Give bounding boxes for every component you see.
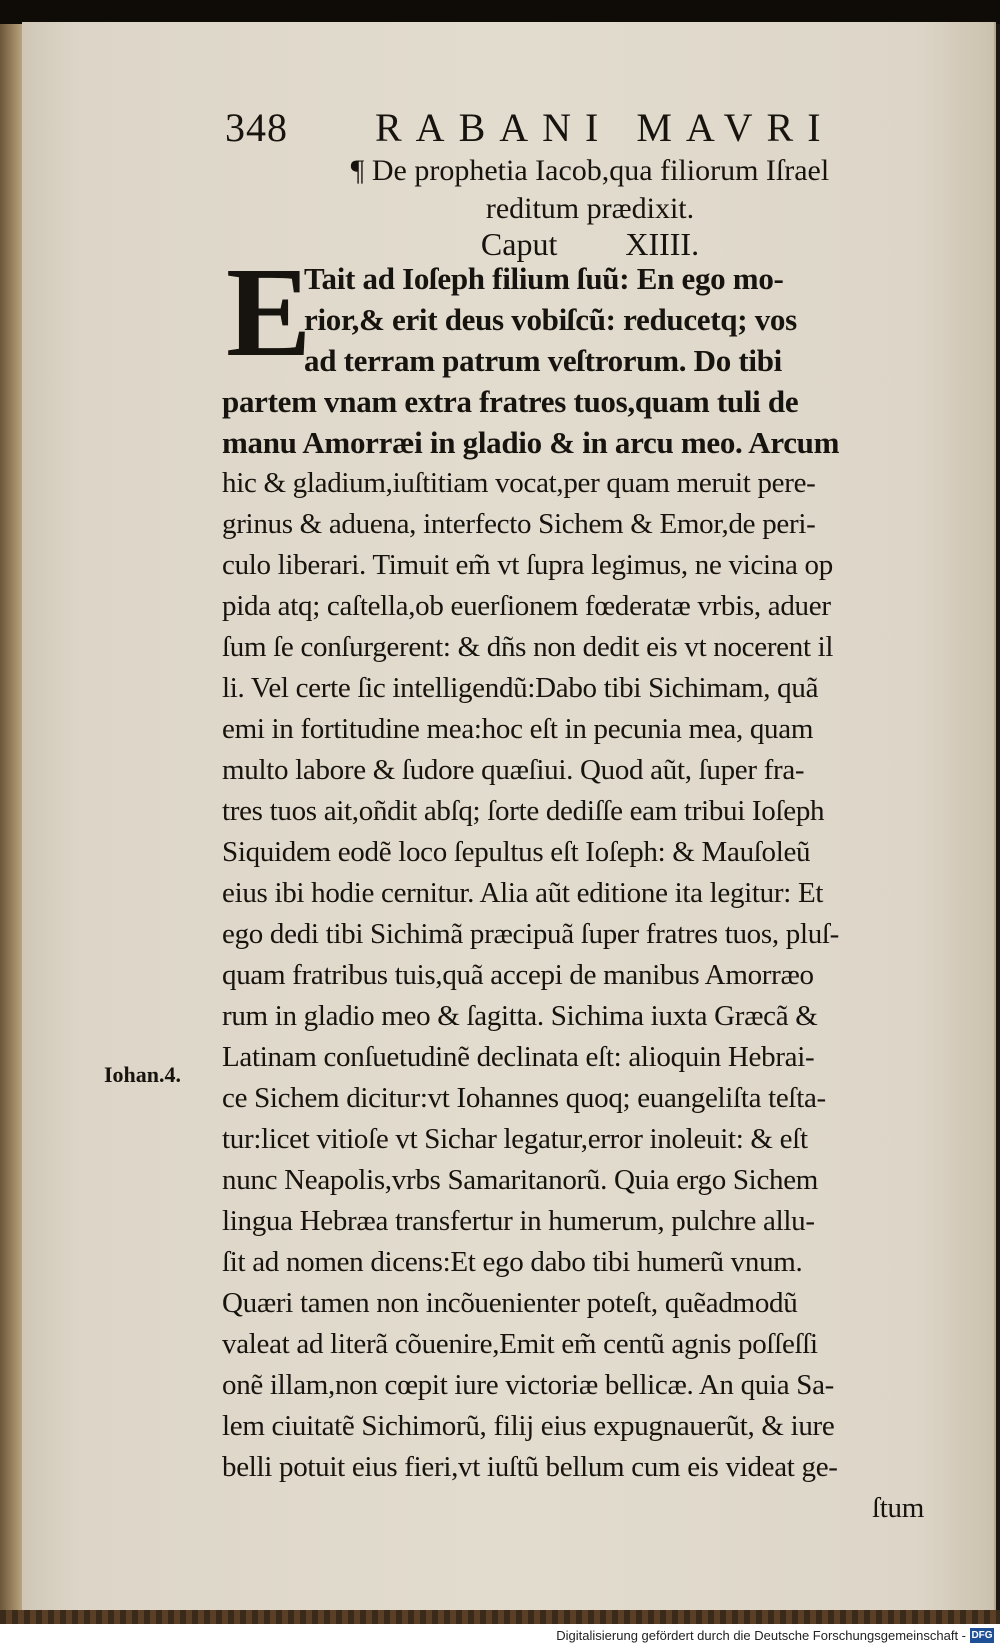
- chapter-title-line-2: reditum prædixit.: [485, 192, 695, 225]
- text-line: lingua Hebræa transfertur in humerum, pulchre allu-: [222, 1205, 815, 1237]
- text-line: emi in fortitudine mea:hoc eſt in pecunia mea, quam: [222, 713, 814, 745]
- text-line: eius ibi hodie cernitur. Alia aũt editione ita legitur: Et: [222, 877, 824, 909]
- text-line: quam fratribus tuis,quã accepi de manibus Amorræo: [222, 959, 814, 991]
- page-number: 348: [225, 105, 288, 150]
- chapter-label: Caput XIIII.: [480, 226, 700, 262]
- book-bottom-edge: [0, 1610, 1000, 1624]
- text-line: rior,& erit deus vobiſcũ: reducetq; vos: [304, 302, 797, 337]
- dfg-logo: DFG: [971, 1630, 993, 1641]
- text-line: manu Amorræi in gladio & in arcu meo. Arcum: [222, 425, 840, 460]
- text-line: hic & gladium,iuſtitiam vocat,per quam meruit pere-: [222, 467, 816, 499]
- text-line: pida atq; caſtella,ob euerſionem fœderatæ vrbis, aduer: [222, 590, 831, 622]
- text-line: ce Sichem dicitur:vt Iohannes quoq; euangeliſta teſta-: [222, 1082, 826, 1114]
- text-line: tur:licet vitioſe vt Sichar legatur,error inoleuit: & eſt: [222, 1123, 808, 1155]
- text-line: multo labore & ſudore quæſiui. Quod aũt, ſuper fra-: [222, 754, 805, 786]
- text-line: rum in gladio meo & ſagitta. Sichima iuxta Græcã &: [222, 1000, 818, 1032]
- text-line: Latinam conſuetudinẽ declinata eſt: alioquin Hebrai-: [222, 1041, 815, 1073]
- chapter-title-line-1: ¶ De prophetia Iacob,qua filiorum Iſrael: [350, 154, 830, 187]
- text-line: onẽ illam,non cœpit iure victoriæ bellicæ. An quia Sa-: [222, 1369, 835, 1401]
- text-line: ſit ad nomen dicens:Et ego dabo tibi humerũ vnum.: [222, 1246, 803, 1278]
- text-line: grinus & aduena, interfecto Sichem & Emor,de peri-: [222, 508, 816, 540]
- text-line: belli potuit eius fieri,vt iuſtũ bellum cum eis videat ge-: [222, 1451, 838, 1483]
- text-line: lem ciuitatẽ Sichimorũ, filij eius expugnauerũt, & iure: [222, 1410, 835, 1442]
- running-head: RABANI MAVRI: [375, 105, 835, 150]
- book-spine: [0, 24, 22, 1614]
- text-line: valeat ad literã cõuenire,Emit em̃ centũ agnis poſſeſſi: [222, 1328, 818, 1360]
- text-line: li. Vel certe ſic intelligendũ:Dabo tibi Sichimam, quã: [222, 672, 819, 704]
- top-edge: [0, 0, 1000, 24]
- text-line: ad terram patrum veſtrorum. Do tibi: [304, 343, 782, 378]
- drop-cap: E: [226, 241, 312, 383]
- text-line: partem vnam extra fratres tuos,quam tuli de: [222, 384, 799, 419]
- footer-credit: Digitalisierung gefördert durch die Deutsche Forschungsgemeinschaft -: [556, 1628, 966, 1643]
- text-line: culo liberari. Timuit em̃ vt ſupra legimus, ne vicina op: [222, 549, 833, 581]
- text-line: tres tuos ait,oñdit abſq; ſorte dediſſe eam tribui Ioſeph: [222, 795, 825, 827]
- text-line: Quæri tamen non incõuenienter poteſt, quẽadmodũ: [222, 1287, 798, 1319]
- text-line: Tait ad Ioſeph filium ſuũ: En ego mo-: [304, 261, 784, 296]
- chapter-title: [300, 152, 880, 228]
- footer-bar: [0, 1624, 1000, 1648]
- text-line: nunc Neapolis,vrbs Samaritanorũ. Quia ergo Sichem: [222, 1164, 819, 1196]
- text-line: ego dedi tibi Sichimã præcipuã ſuper fratres tuos, pluſ-: [222, 918, 840, 950]
- catchword: ſtum: [872, 1492, 924, 1524]
- margin-note: Iohan.4.: [104, 1062, 182, 1087]
- body-text: [222, 258, 944, 1529]
- text-line: Siquidem eodẽ loco ſepultus eſt Ioſeph: & Mauſoleũ: [222, 836, 811, 868]
- text-line: ſum ſe conſurgerent: & dñs non dedit eis vt nocerent il: [222, 631, 834, 663]
